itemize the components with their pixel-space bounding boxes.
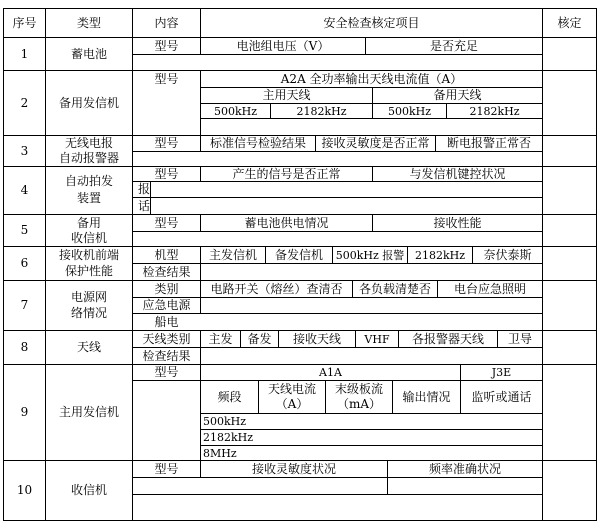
row9-model-label: 型号 bbox=[154, 365, 179, 379]
rule bbox=[132, 231, 542, 232]
row9-antenna-current-line2: （A） bbox=[275, 397, 309, 411]
row3-seq: 3 bbox=[20, 143, 29, 158]
row9-antenna-current-line1: 天线电流 bbox=[267, 382, 316, 396]
row8-alarm-antennas: 各报警器天线 bbox=[411, 331, 484, 346]
row4-signal-normal: 产生的信号是否正常 bbox=[232, 166, 341, 181]
rule bbox=[132, 494, 542, 495]
row1-charged: 是否充足 bbox=[429, 38, 478, 53]
row9-a1a: A1A bbox=[319, 366, 342, 379]
row6-spare-transmitter: 备发信机 bbox=[274, 247, 323, 262]
row9-final-stage-line2: （mA） bbox=[336, 397, 382, 411]
row4-seq: 4 bbox=[20, 183, 29, 197]
row9-band-500khz: 500kHz bbox=[203, 415, 247, 428]
row7-ship-power-label: 船电 bbox=[154, 314, 179, 329]
row3-power-alarm: 断电报警正常否 bbox=[446, 136, 531, 150]
row10-sensitivity: 接收灵敏度状况 bbox=[251, 461, 336, 476]
row1-type: 蓄电池 bbox=[70, 46, 107, 61]
row8-receive-antenna: 接收天线 bbox=[292, 331, 341, 346]
row9-band-8mhz: 8MHz bbox=[203, 446, 237, 460]
row4-keying-status: 与发信机键控状况 bbox=[409, 166, 506, 181]
row8-check-result-label: 检查结果 bbox=[142, 348, 191, 363]
rule bbox=[200, 118, 542, 119]
row8-satnav: 卫导 bbox=[507, 331, 532, 346]
row6-type-line2: 保护性能 bbox=[64, 264, 113, 278]
rule bbox=[596, 8, 597, 521]
row7-type-line1: 电源网 bbox=[70, 289, 107, 304]
row9-seq: 9 bbox=[20, 405, 29, 419]
row8-main-tx: 主发 bbox=[208, 331, 233, 346]
row5-type-line1: 备用 bbox=[76, 215, 101, 230]
rule bbox=[132, 181, 542, 182]
rule bbox=[132, 477, 542, 478]
row7-emergency-lighting: 电台应急照明 bbox=[453, 281, 526, 296]
row6-machine-type-label: 机型 bbox=[154, 247, 179, 262]
row8-spare-tx: 备发 bbox=[247, 331, 272, 346]
row9-output-status: 输出情况 bbox=[402, 389, 451, 404]
row6-check-result-label: 检查结果 bbox=[142, 264, 191, 279]
row6-seq: 6 bbox=[20, 256, 29, 270]
row9-band-2182khz: 2182kHz bbox=[203, 431, 254, 444]
row7-seq: 7 bbox=[20, 298, 29, 312]
row8-type: 天线 bbox=[76, 340, 101, 354]
row2-freq-2182-main: 2182kHz bbox=[296, 104, 347, 118]
row1-battery-voltage: 电池组电压（V） bbox=[236, 38, 330, 53]
row4-telephone-label: 话 bbox=[138, 198, 151, 213]
row2-model-label: 型号 bbox=[154, 71, 179, 86]
row10-type: 收信机 bbox=[70, 483, 107, 497]
row5-reception: 接收性能 bbox=[433, 215, 482, 230]
row2-spare-antenna: 备用天线 bbox=[433, 88, 482, 102]
row2-type: 备用发信机 bbox=[58, 95, 119, 110]
row8-antenna-type-label: 天线类别 bbox=[142, 331, 191, 346]
row9-type: 主用发信机 bbox=[58, 405, 119, 419]
row10-frequency-accuracy: 频率准确状况 bbox=[428, 461, 501, 476]
row6-2182khz: 2182kHz bbox=[414, 248, 466, 262]
row1-seq: 1 bbox=[20, 46, 29, 61]
row4-type-line2: 装置 bbox=[76, 191, 101, 205]
rule bbox=[150, 181, 151, 214]
row10-model-label: 型号 bbox=[154, 461, 179, 476]
row3-type-line2: 自动报警器 bbox=[58, 151, 119, 165]
row9-band-label: 频段 bbox=[217, 389, 242, 404]
header-items: 安全检查核定项目 bbox=[323, 15, 420, 30]
row10-seq: 10 bbox=[16, 483, 33, 497]
header-seq: 序号 bbox=[12, 15, 37, 30]
row4-model-label: 型号 bbox=[154, 166, 179, 181]
row3-standard-signal: 标准信号检验结果 bbox=[209, 136, 306, 150]
row3-sensitivity: 接收灵敏度是否正常 bbox=[321, 136, 430, 150]
row7-circuit-switch: 电路开关（熔丝）查清否 bbox=[210, 281, 343, 296]
row6-type-line1: 接收机前端 bbox=[58, 247, 119, 262]
header-check: 核定 bbox=[557, 15, 582, 30]
row9-j3e: J3E bbox=[491, 366, 512, 379]
row2-seq: 2 bbox=[20, 95, 29, 110]
row5-seq: 5 bbox=[20, 223, 29, 237]
row6-500khz-alarm: 500kHz 报警 bbox=[335, 248, 405, 262]
row2-freq-500-spare: 500kHz bbox=[387, 104, 432, 118]
row6-navtex: 奈伏泰斯 bbox=[483, 247, 532, 262]
rule bbox=[3, 520, 597, 521]
row1-model-label: 型号 bbox=[154, 38, 179, 53]
row9-final-stage-line1: 末级板流 bbox=[334, 382, 383, 396]
row9-monitor-talk: 监听或通话 bbox=[471, 389, 532, 404]
rule bbox=[132, 197, 542, 198]
row2-freq-500-main: 500kHz bbox=[213, 104, 258, 118]
row8-seq: 8 bbox=[20, 340, 29, 354]
row4-telegraph-label: 报 bbox=[138, 182, 151, 196]
rule bbox=[132, 54, 542, 55]
row7-emergency-power-label: 应急电源 bbox=[142, 298, 191, 312]
row7-type-line2: 络情况 bbox=[70, 305, 107, 320]
row2-freq-2182-spare: 2182kHz bbox=[469, 104, 520, 118]
row7-category-label: 类别 bbox=[154, 281, 179, 296]
row4-type-line1: 自动拍发 bbox=[64, 174, 113, 188]
row5-type-line2: 收信机 bbox=[70, 231, 107, 245]
row5-battery-supply: 蓄电池供电情况 bbox=[244, 215, 329, 230]
header-content: 内容 bbox=[154, 15, 179, 30]
row5-model-label: 型号 bbox=[154, 215, 179, 230]
row2-a2a-title: A2A 全功率输出天线电流值（A） bbox=[280, 71, 463, 86]
rule bbox=[132, 151, 542, 152]
row3-type-line1: 无线电报 bbox=[64, 136, 113, 150]
row3-model-label: 型号 bbox=[154, 136, 179, 150]
rule bbox=[542, 8, 543, 521]
row6-main-transmitter: 主发信机 bbox=[208, 247, 257, 262]
row7-loads-clear: 各负载清楚否 bbox=[358, 281, 431, 296]
header-type: 类型 bbox=[76, 15, 101, 30]
row2-main-antenna: 主用天线 bbox=[262, 88, 311, 102]
row8-vhf: VHF bbox=[364, 332, 390, 346]
